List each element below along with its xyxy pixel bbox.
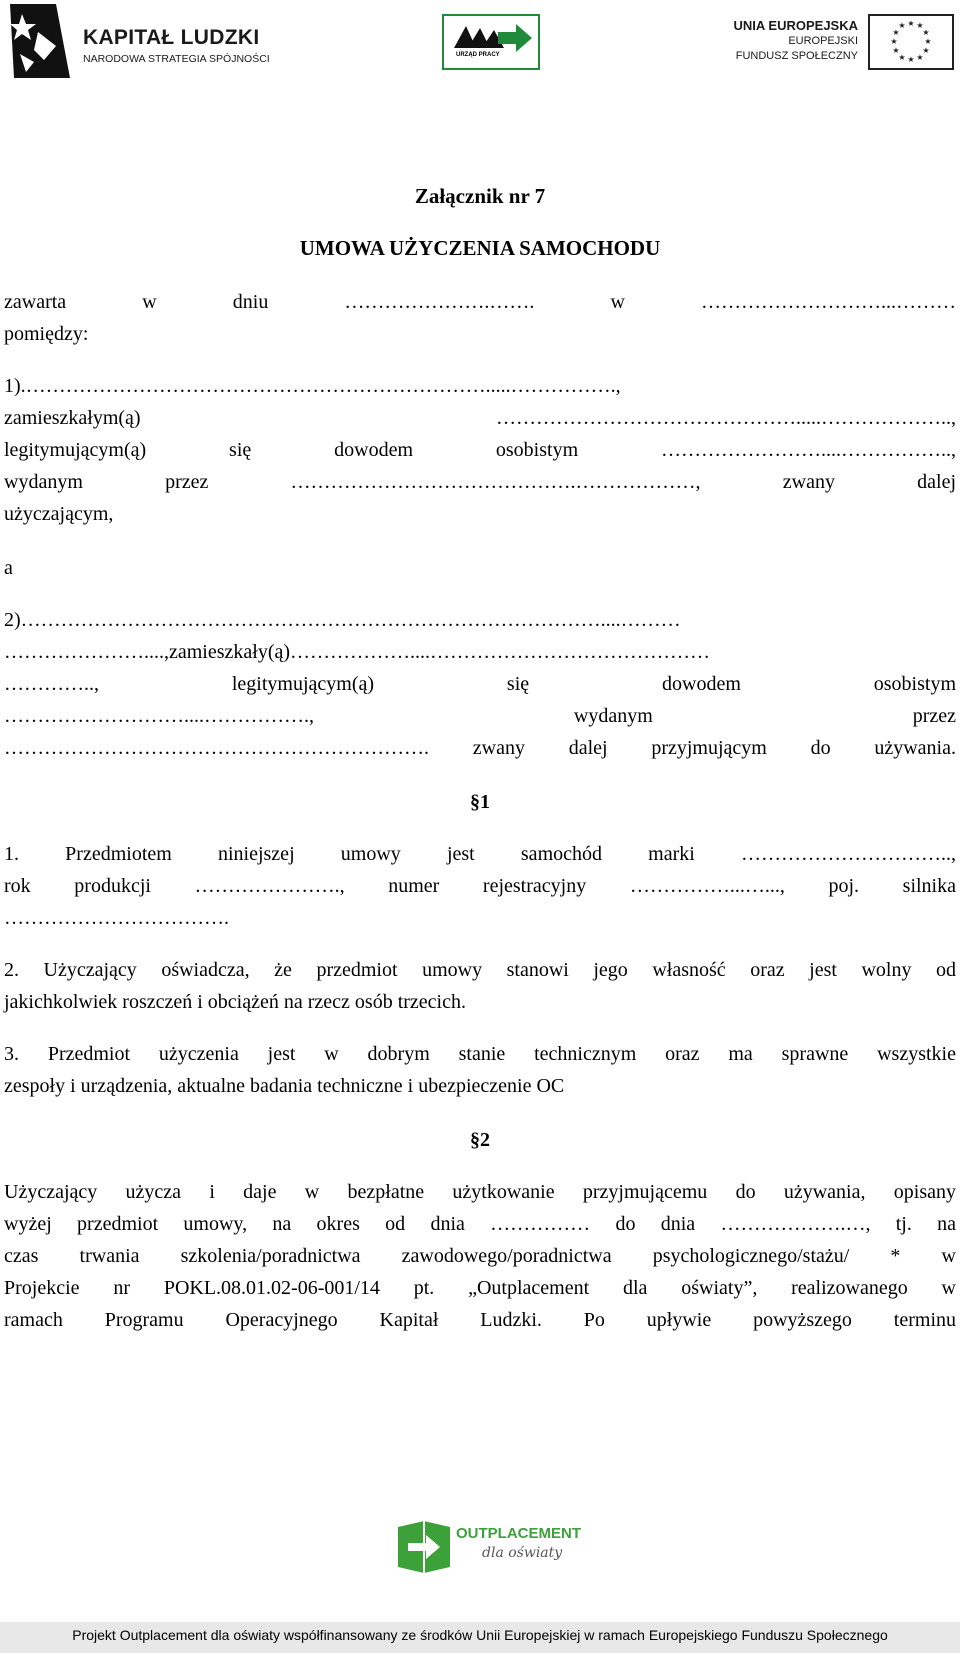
svg-text:★: ★	[892, 46, 900, 55]
outplacement-subtitle: dla oświaty	[482, 1545, 563, 1561]
footer-text: Projekt Outplacement dla oświaty współfinansowany ze środków Unii Europejskiej w ramach Europejskiego Funduszu Społecznego	[72, 1627, 888, 1643]
text-line-party1-issued: wydanym przez …………………………………….………………, zwany dalej	[4, 471, 956, 493]
svg-text:★: ★	[898, 21, 906, 30]
text-line-between: pomiędzy:	[4, 323, 89, 345]
outplacement-title: OUTPLACEMENT	[456, 1525, 581, 1542]
urzad-pracy-logo	[442, 14, 540, 70]
ue-title: UNIA EUROPEJSKA	[733, 18, 858, 33]
kapital-ludzki-logo	[8, 2, 268, 82]
text-line-party2-role: ………………………………………………………. zwany dalej przyjmującym do używania.	[4, 737, 956, 759]
section-heading-1: §1	[470, 791, 490, 813]
svg-text:★: ★	[892, 28, 900, 37]
text-line-s2-2: wyżej przedmiot umowy, na okres od dnia …………… do dnia ……………….…, tj. na	[4, 1213, 956, 1235]
text-line-date: zawarta w dniu ………………….……. w ………………………...………	[4, 291, 956, 313]
ue-subtitle-line1: EUROPEJSKI	[788, 35, 858, 47]
text-line-party1-id: legitymującym(ą) się dowodem osobistym ……………………....……………..,	[4, 439, 956, 461]
text-line-s2-4: Projekcie nr POKL.08.01.02-06-001/14 pt. „Outplacement dla oświaty”, realizowanego w	[4, 1277, 956, 1299]
text-line-s1-condition: 3. Przedmiot użyczenia jest w dobrym stanie technicznym oraz ma sprawne wszystkie	[4, 1043, 956, 1065]
unia-europejska-logo	[733, 14, 960, 74]
document-title: UMOWA UŻYCZENIA SAMOCHODU	[299, 236, 661, 260]
svg-text:★: ★	[916, 21, 924, 30]
text-line-party2-issued: ………………………....……………., wydanym przez	[4, 705, 956, 727]
text-line-party1-address: zamieszkałym(ą) ……………………………………….....………………..,	[4, 407, 956, 429]
text-line-s2-1: Użyczający użycza i daje w bezpłatne użytkowanie przyjmującemu do używania, opisany	[4, 1181, 956, 1203]
svg-text:★: ★	[890, 37, 898, 46]
outplacement-book-icon	[394, 1517, 454, 1575]
text-line-s1-engine: …………………………….	[4, 907, 229, 929]
page-header	[0, 0, 960, 90]
kapital-ludzki-title: KAPITAŁ LUDZKI	[83, 26, 260, 49]
text-line-s1-condition-cont: zespoły i urządzenia, aktualne badania techniczne i ubezpieczenie OC	[4, 1075, 565, 1097]
text-line-party2-name: 2)……………………………………………………………………………....………	[4, 609, 681, 631]
text-line-party1-role: użyczającym,	[4, 503, 114, 525]
text-line-s1-car-make: 1. Przedmiotem niniejszej umowy jest samochód marki …………………………..,	[4, 843, 956, 865]
outplacement-logo	[394, 1517, 584, 1577]
svg-text:★: ★	[924, 37, 932, 46]
eu-flag-icon	[868, 14, 954, 70]
annex-number: Załącznik nr 7	[414, 184, 546, 208]
urzad-pracy-arrow-icon	[450, 22, 534, 52]
text-line-party1-name: 1).…………………………………………………………….....…………….,	[4, 375, 621, 397]
section-heading-2: §2	[470, 1129, 490, 1151]
text-line-s1-ownership: 2. Użyczający oświadcza, że przedmiot umowy stanowi jego własność oraz jest wolny od	[4, 959, 956, 981]
urzad-pracy-label: URZĄD PRACY	[456, 52, 500, 58]
text-line-s1-ownership-cont: jakichkolwiek roszczeń i obciążeń na rzecz osób trzecich.	[4, 991, 466, 1013]
text-line-party2-address: …………………....,zamieszkały(ą)………………....……………………………………	[4, 641, 711, 663]
text-line-and: a	[4, 557, 13, 579]
text-line-s2-3: czas trwania szkolenia/poradnictwa zawodowego/poradnictwa psychologicznego/stażu/ * w	[4, 1245, 956, 1267]
svg-text:★: ★	[922, 28, 930, 37]
kapital-ludzki-subtitle: NARODOWA STRATEGIA SPÓJNOŚCI	[83, 53, 270, 65]
text-line-s1-car-details: rok produkcji …………………., numer rejestracyjny ……………...…..., poj. silnika	[4, 875, 956, 897]
kapital-ludzki-emblem-icon	[8, 2, 72, 80]
text-line-party2-id: ………….., legitymującym(ą) się dowodem osobistym	[4, 673, 956, 695]
svg-text:★: ★	[907, 19, 915, 28]
svg-text:★: ★	[907, 55, 915, 64]
svg-text:★: ★	[898, 53, 906, 62]
svg-text:★: ★	[916, 53, 924, 62]
ue-subtitle-line2: FUNDUSZ SPOŁECZNY	[735, 50, 858, 62]
svg-text:★: ★	[922, 46, 930, 55]
text-line-s2-5: ramach Programu Operacyjnego Kapitał Ludzki. Po upływie powyższego terminu	[4, 1309, 956, 1331]
